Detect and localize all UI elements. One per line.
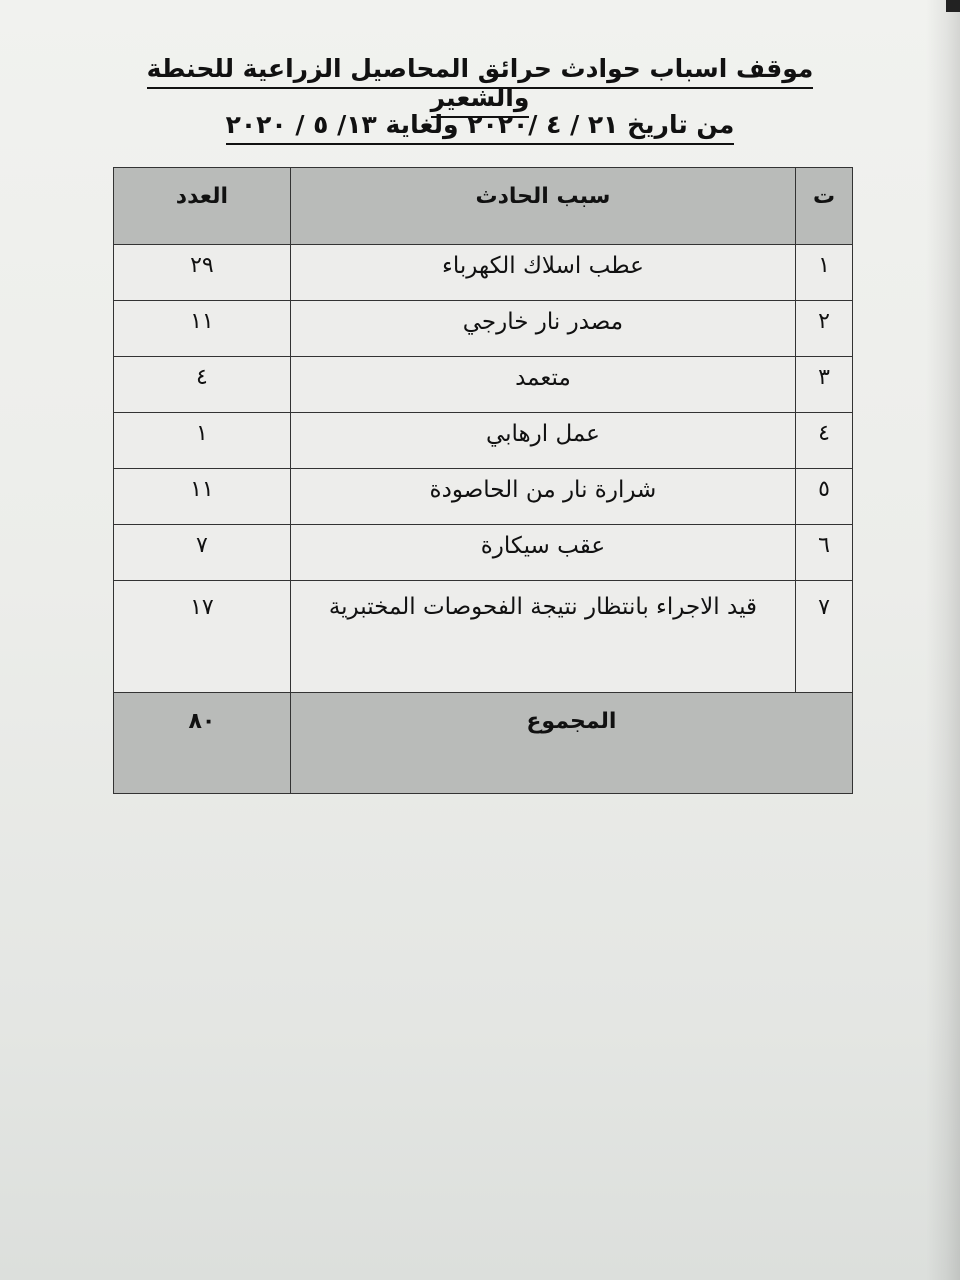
table-row (114, 357, 853, 413)
row-count: ٧ (114, 525, 291, 581)
paper-shadow (926, 0, 960, 1280)
header-index: ت (796, 168, 853, 245)
row-index: ٣ (796, 357, 853, 413)
row-count: ١ (114, 413, 291, 469)
table-header-row (114, 168, 853, 245)
row-index: ٧ (796, 581, 853, 693)
table-total-row (114, 693, 853, 794)
row-index: ٢ (796, 301, 853, 357)
row-count: ١٧ (114, 581, 291, 693)
header-cause: سبب الحادث (290, 168, 795, 245)
row-count: ١١ (114, 301, 291, 357)
corner-mark (946, 0, 960, 12)
document-date-range (140, 110, 820, 139)
table-row (114, 581, 853, 693)
incident-causes-table (113, 167, 853, 794)
table-row (114, 301, 853, 357)
row-cause: مصدر نار خارجي (290, 301, 795, 357)
row-index: ١ (796, 245, 853, 301)
table-row (114, 525, 853, 581)
total-count: ٨٠ (114, 693, 291, 794)
row-cause: شرارة نار من الحاصودة (290, 469, 795, 525)
table-row (114, 469, 853, 525)
row-cause: عقب سيكارة (290, 525, 795, 581)
header-count: العدد (114, 168, 291, 245)
row-count: ٢٩ (114, 245, 291, 301)
table-row (114, 413, 853, 469)
table-row (114, 245, 853, 301)
row-cause: عمل ارهابي (290, 413, 795, 469)
row-cause: متعمد (290, 357, 795, 413)
row-cause: عطب اسلاك الكهرباء (290, 245, 795, 301)
row-index: ٤ (796, 413, 853, 469)
row-count: ١١ (114, 469, 291, 525)
row-index: ٦ (796, 525, 853, 581)
row-count: ٤ (114, 357, 291, 413)
row-index: ٥ (796, 469, 853, 525)
document-title (140, 54, 820, 112)
total-label: المجموع (290, 693, 852, 794)
document-date-range-text: من تاريخ ٢١ / ٤ /٢٠٢٠ ولغاية ١٣/ ٥ / ٢٠٢٠ (226, 110, 735, 145)
document-title-text: موقف اسباب حوادث حرائق المحاصيل الزراعية للحنطة والشعير (147, 54, 814, 118)
row-cause: قيد الاجراء بانتظار نتيجة الفحوصات المختبرية (290, 581, 795, 693)
